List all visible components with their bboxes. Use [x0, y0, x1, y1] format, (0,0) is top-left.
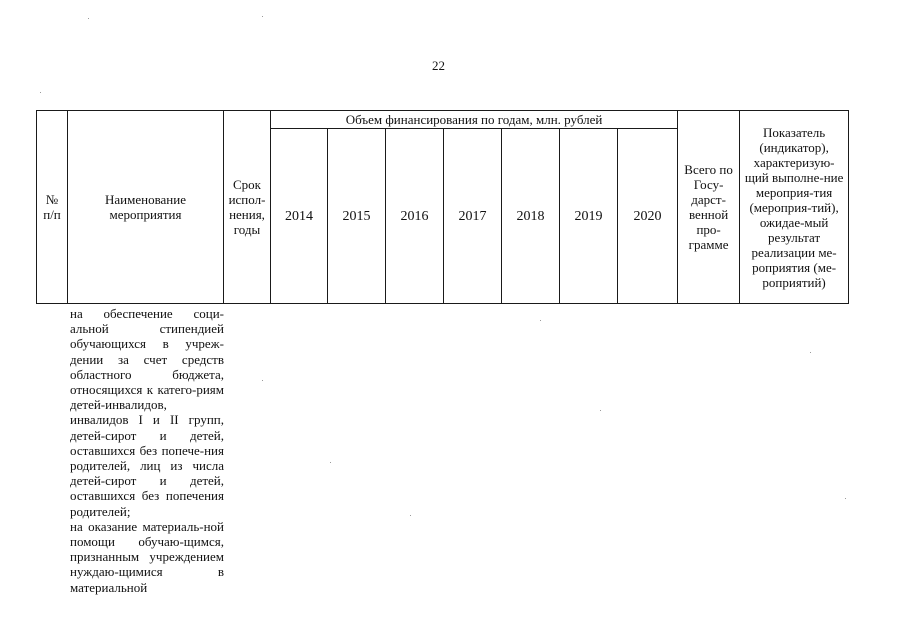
- header-row-number: № п/п: [37, 111, 68, 304]
- scan-speck: [262, 380, 263, 381]
- header-year: 2014: [271, 129, 328, 304]
- event-description: [70, 306, 224, 595]
- scan-speck: [410, 515, 411, 516]
- description-paragraph: на оказание материаль-ной помощи обучаю-щимся, признанным учреждением нуждаю-щимися в материальной: [70, 518, 224, 595]
- scan-speck: [88, 18, 89, 19]
- header-indicator: Показатель (индикатор), характеризую-щий выполне-ние мероприя-тия (мероприя-тий), ожидае-мый результат реализации ме-роприятия (ме-роприятий): [740, 111, 849, 304]
- header-year: 2017: [444, 129, 502, 304]
- header-year: 2019: [560, 129, 618, 304]
- funding-table: [36, 110, 849, 304]
- header-year: 2016: [386, 129, 444, 304]
- scan-speck: [40, 92, 41, 93]
- scan-speck: [262, 16, 263, 17]
- header-funding: Объем финансирования по годам, млн. рублей: [271, 111, 678, 129]
- header-year: 2015: [328, 129, 386, 304]
- scan-speck: [540, 320, 541, 321]
- header-total: Всего по Госу-дарст-венной про-грамме: [678, 111, 740, 304]
- scan-speck: [810, 352, 811, 353]
- scan-speck: [845, 498, 846, 499]
- header-year: 2018: [502, 129, 560, 304]
- scan-speck: [600, 410, 601, 411]
- description-paragraph: на обеспечение соци-альной стипендией обучающихся в учреж-дении за счет средств областного бюджета, относящихся к катего-риям детей-инвалидов, инвалидов I и II групп, детей-сирот и детей, оставшихся без попече-ния родителей, лиц из числа детей-сирот и детей, оставшихся без попечения родителей;: [70, 306, 224, 519]
- scan-speck: [330, 462, 331, 463]
- header-term: Срок испол-нения, годы: [224, 111, 271, 304]
- page-number: 22: [432, 58, 445, 73]
- header-year: 2020: [618, 129, 678, 304]
- header-event-name: Наименование мероприятия: [68, 111, 224, 304]
